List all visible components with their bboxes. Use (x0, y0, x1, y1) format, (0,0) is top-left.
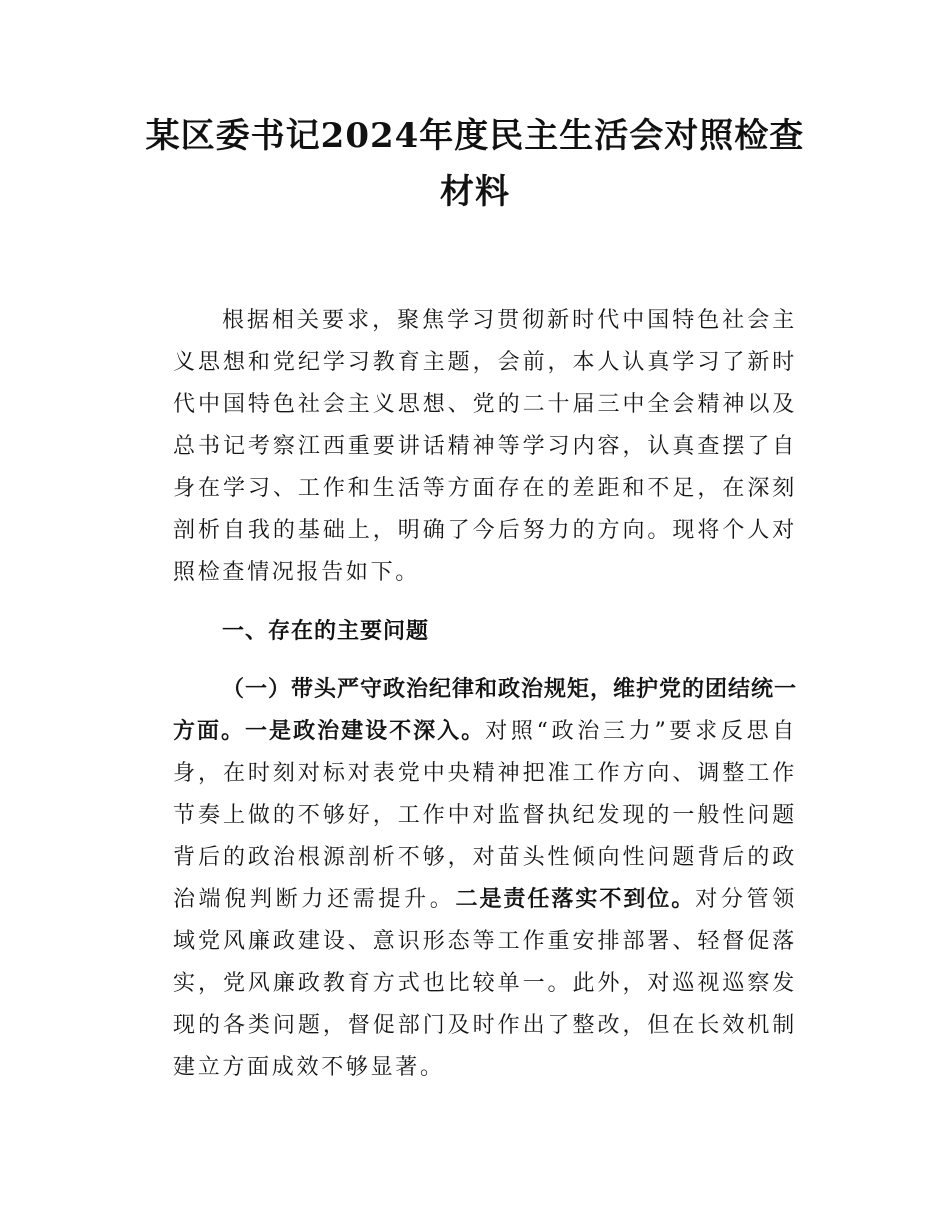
point-two-text: 对分管领域党风廉政建设、意识形态等工作重安排部署、轻督促落实，党风廉政教育方式也比较单一。此外，对巡视巡察发现的各类问题，督促部门及时作出了整改，但在长效机制建立方面成效不够显著。 (173, 887, 797, 1080)
subsection-paragraph-political-discipline (173, 669, 797, 1089)
section-heading-main-problems: 一、存在的主要问题 (222, 619, 430, 644)
point-one-text: 对照“政治三力”要求反思自身，在时刻对标对表党中央精神把准工作方向、调整工作节奏上做的不够好，工作中对监督执纪发现的一般性问题背后的政治根源剖析不够，对苗头性倾向性问题背后的政治端倪判断力还需提升。 (173, 719, 797, 912)
intro-paragraph: 根据相关要求，聚焦学习贯彻新时代中国特色社会主义思想和党纪学习教育主题，会前，本人认真学习了新时代中国特色社会主义思想、党的二十届三中全会精神以及总书记考察江西重要讲话精神等学习内容，认真查摆了自身在学习、工作和生活等方面存在的差距和不足，在深刻剖析自我的基础上，明确了今后努力的方向。现将个人对照检查情况报告如下。 (173, 308, 797, 585)
point-two-label: 二是责任落实不到位。 (455, 887, 696, 912)
subsection-heading: （一）带头严守政治纪律和政治规矩，维护党的团结统一方面。 (173, 677, 798, 744)
document-title: 某区委书记2024年度民主生活会对照检查材料 (145, 116, 805, 212)
point-one-label: 一是政治建设不深入。 (245, 719, 486, 744)
